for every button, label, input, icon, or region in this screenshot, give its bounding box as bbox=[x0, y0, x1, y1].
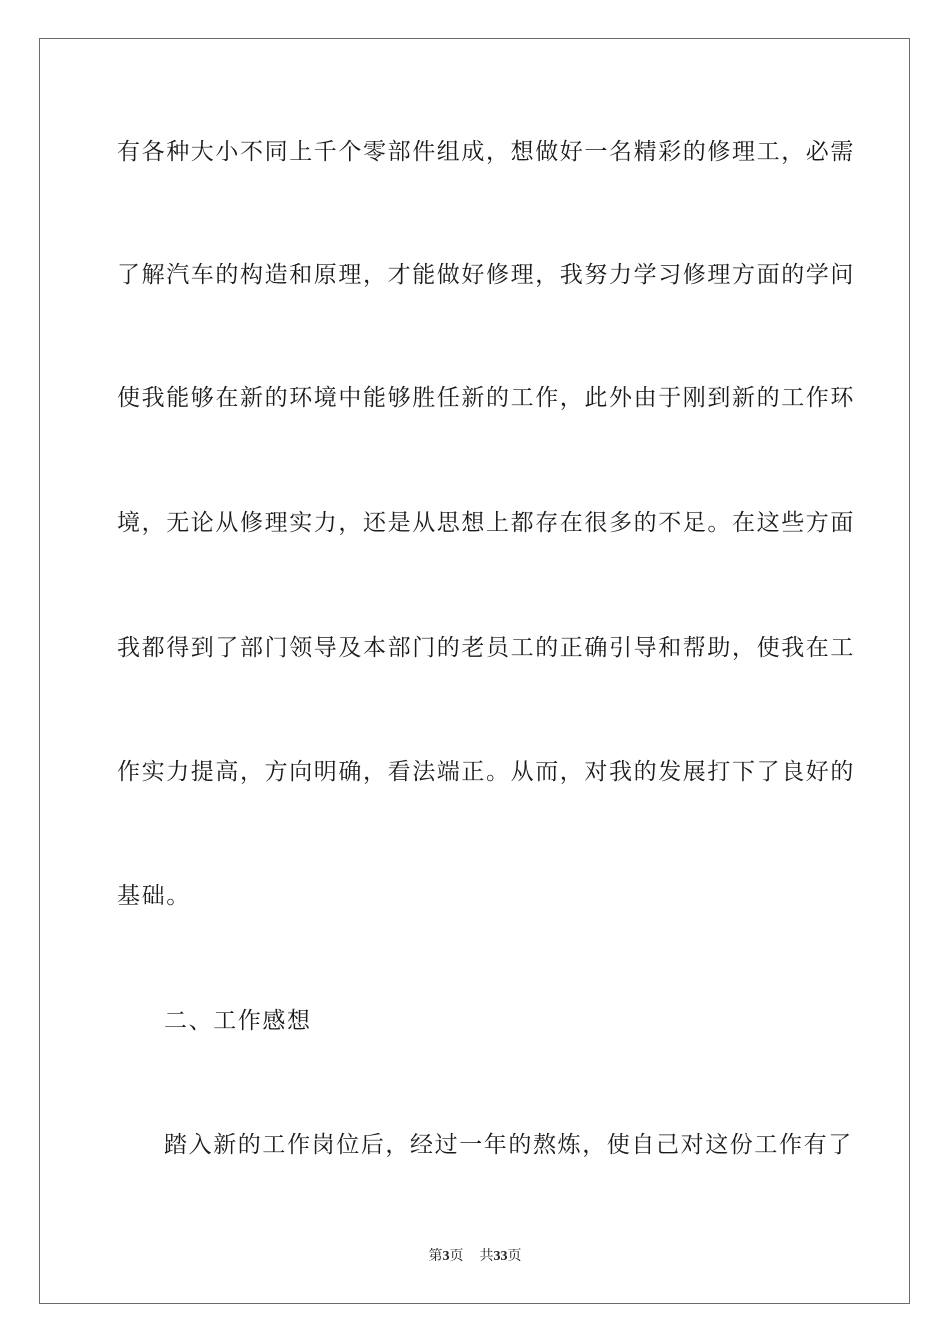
page-prefix: 第 bbox=[428, 1248, 443, 1264]
section-paragraph-line: 踏入新的工作岗位后，经过一年的熬炼，使自己对这份工作有了 bbox=[164, 1132, 853, 1158]
body-text-line-6: 作实力提高，方向明确，看法端正。从而，对我的发展打下了良好的 bbox=[117, 759, 855, 785]
section-heading: 二、工作感想 bbox=[164, 1008, 312, 1034]
page-border bbox=[39, 38, 910, 1304]
body-text-line-2: 了解汽车的构造和原理，才能做好修理，我努力学习修理方面的学问 bbox=[117, 262, 855, 288]
page-suffix: 页 bbox=[449, 1248, 464, 1264]
body-text-line-1: 有各种大小不同上千个零部件组成，想做好一名精彩的修理工，必需 bbox=[117, 139, 855, 165]
body-text-line-5: 我都得到了部门领导及本部门的老员工的正确引导和帮助，使我在工 bbox=[117, 635, 855, 661]
body-text-line-4: 境，无论从修理实力，还是从思想上都存在很多的不足。在这些方面 bbox=[117, 510, 855, 536]
page-number: 3 bbox=[442, 1249, 450, 1264]
page-footer bbox=[0, 1246, 950, 1267]
total-suffix: 页 bbox=[507, 1248, 522, 1264]
total-pages: 33 bbox=[493, 1249, 508, 1264]
body-text-line-3: 使我能够在新的环境中能够胜任新的工作，此外由于刚到新的工作环 bbox=[117, 385, 855, 411]
total-prefix: 共 bbox=[479, 1248, 494, 1264]
body-text-line-7: 基础。 bbox=[117, 883, 191, 909]
